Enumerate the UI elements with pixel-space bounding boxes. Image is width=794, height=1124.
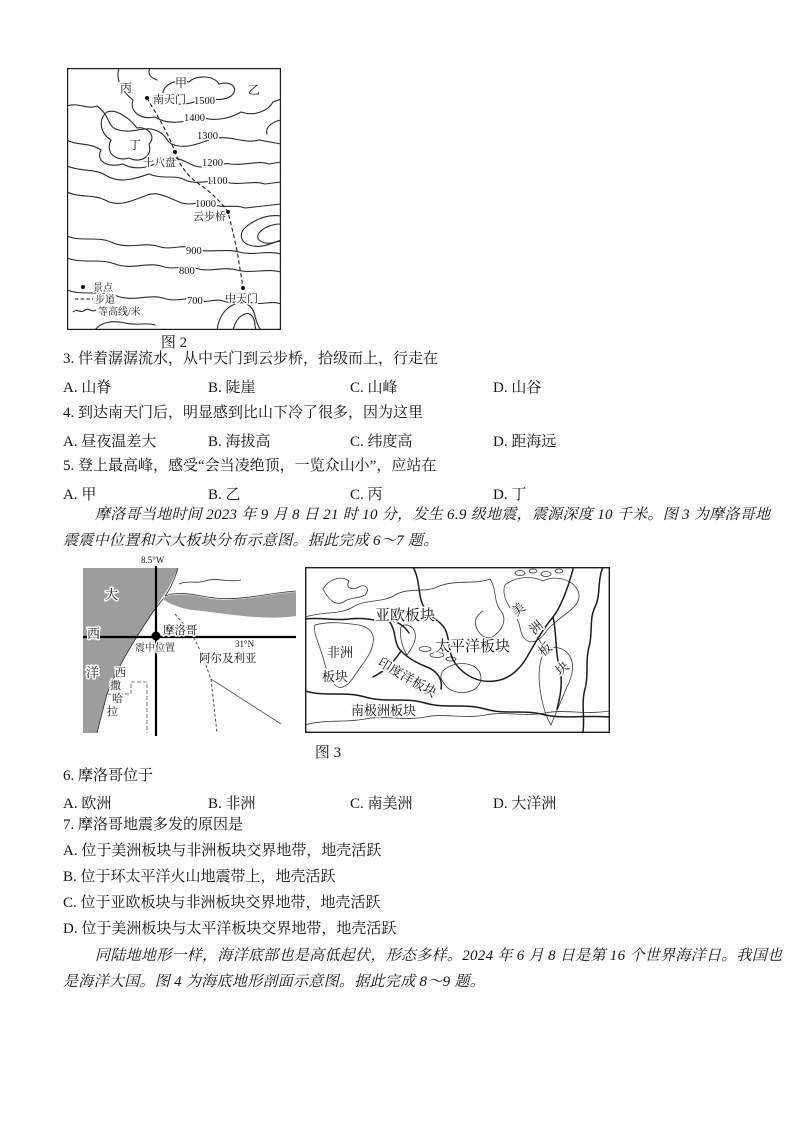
svg-text:哈: 哈 <box>112 693 123 705</box>
svg-text:800: 800 <box>179 266 195 277</box>
epicenter-dot <box>152 632 161 641</box>
algeria-label: 阿尔及利亚 <box>199 653 257 665</box>
longitude-label: 8.5°W <box>141 555 165 565</box>
option-3b: B. 陡崖 <box>208 380 256 396</box>
passage-morocco-line2: 震震中位置和六大板块分布示意图。据此完成 6～7 题。 <box>63 533 439 549</box>
place-nantianmen: 南天门 <box>153 94 186 106</box>
option-7d: D. 位于美洲板块与太平洋板块交界地带，地壳活跃 <box>63 921 397 937</box>
option-4b: B. 海拔高 <box>208 434 271 450</box>
svg-text:西: 西 <box>115 667 126 679</box>
peak-label-yi: 乙 <box>248 83 261 97</box>
svg-text:1400: 1400 <box>184 113 205 124</box>
option-6a: A. 欧洲 <box>63 796 112 812</box>
svg-text:1200: 1200 <box>202 158 223 169</box>
legend-trail-label: 步道 <box>95 295 115 306</box>
ocean-char-1: 大 <box>105 587 119 602</box>
option-7a: A. 位于美洲板块与非洲板块交界地带，地壳活跃 <box>63 843 382 859</box>
african-plate-label-2: 板块 <box>322 669 349 684</box>
morocco-label: 摩洛哥 <box>163 625 198 637</box>
pacific-plate-label: 太平洋板块 <box>435 639 511 655</box>
option-4c: C. 纬度高 <box>350 434 413 450</box>
legend-contour-label: 等高线/米 <box>98 307 141 318</box>
passage-ocean-line1: 同陆地地形一样，海洋底部也是高低起伏，形态多样。2024 年 6 月 8 日是第 16 个世界海洋日。我国也 <box>95 948 783 964</box>
eurasian-plate-label: 亚欧板块 <box>375 608 436 624</box>
spain-coastline <box>165 568 296 599</box>
peak-label-bing: 丙 <box>120 81 133 95</box>
option-6c: C. 南美洲 <box>350 796 413 812</box>
svg-text:700: 700 <box>187 296 203 307</box>
option-4a: A. 昼夜温差大 <box>63 434 157 450</box>
question-3: 3. 伴着潺潺流水，从中天门到云步桥，拾级而上，行走在 <box>63 351 439 367</box>
svg-text:1300: 1300 <box>197 131 218 142</box>
svg-text:拉: 拉 <box>107 706 118 718</box>
option-6d: D. 大洋洲 <box>493 796 557 812</box>
place-shibapan: 十八盘 <box>143 157 176 169</box>
svg-text:1100: 1100 <box>207 176 228 187</box>
svg-text:板: 板 <box>535 639 555 660</box>
spain-south-coast <box>179 580 241 584</box>
passage-ocean-line2: 是海洋大国。图 4 为海底地形剖面示意图。据此完成 8～9 题。 <box>63 974 486 990</box>
peak-label-ding: 丁 <box>129 138 142 152</box>
indian-plate-label: 印度洋板块 <box>375 654 440 701</box>
svg-text:洲: 洲 <box>526 617 546 638</box>
morocco-location-map <box>83 554 296 736</box>
mediterranean-area <box>163 592 296 618</box>
tectonic-plates-map <box>305 567 610 733</box>
option-3c: C. 山峰 <box>350 380 398 396</box>
legend-spot-label: 景点 <box>93 283 113 294</box>
epicenter-label: 震中位置 <box>135 643 175 654</box>
option-5a: A. 甲 <box>63 487 97 503</box>
ocean-char-2: 西 <box>87 626 101 641</box>
figure3-caption: 图 3 <box>314 745 342 761</box>
contour-map-figure <box>67 68 281 330</box>
figure2-caption: 图 2 <box>160 335 188 351</box>
algeria-south-border <box>211 679 281 724</box>
question-6: 6. 摩洛哥位于 <box>63 768 154 784</box>
option-3d: D. 山谷 <box>493 380 542 396</box>
option-6b: B. 非洲 <box>208 796 256 812</box>
question-4: 4. 到达南天门后，明显感到比山下冷了很多，因为这里 <box>63 405 424 421</box>
option-5c: C. 丙 <box>350 487 383 503</box>
peak-label-jia: 甲 <box>175 76 188 90</box>
svg-text:1500: 1500 <box>194 96 215 107</box>
option-5d: D. 丁 <box>493 487 527 503</box>
svg-text:1000: 1000 <box>195 199 216 210</box>
question-5: 5. 登上最高峰，感受“会当凌绝顶，一览众山小”，应站在 <box>63 458 437 474</box>
passage-morocco-line1: 摩洛哥当地时间 2023 年 9 月 8 日 21 时 10 分，发生 6.9 级地震，震源深度 10 千米。图 3 为摩洛哥地 <box>95 507 771 523</box>
latitude-label: 31°N <box>235 639 255 649</box>
option-4d: D. 距海远 <box>493 434 557 450</box>
antarctic-plate-label: 南极洲板块 <box>351 703 417 718</box>
african-plate-label-1: 非洲 <box>327 645 354 660</box>
svg-text:900: 900 <box>186 246 202 257</box>
option-7c: C. 位于亚欧板块与非洲板块交界地带，地壳活跃 <box>63 895 381 911</box>
question-7: 7. 摩洛哥地震多发的原因是 <box>63 817 244 833</box>
svg-text:撒: 撒 <box>110 680 121 692</box>
svg-text:美: 美 <box>508 599 528 620</box>
ocean-char-3: 洋 <box>86 665 100 680</box>
option-3a: A. 山脊 <box>63 380 112 396</box>
svg-text:块: 块 <box>552 658 572 679</box>
option-5b: B. 乙 <box>208 487 241 503</box>
place-zhongtianmen: 中天门 <box>225 293 258 305</box>
option-7b: B. 位于环太平洋火山地震带上，地壳活跃 <box>63 869 336 885</box>
place-yunbuqiao: 云步桥 <box>193 211 226 223</box>
